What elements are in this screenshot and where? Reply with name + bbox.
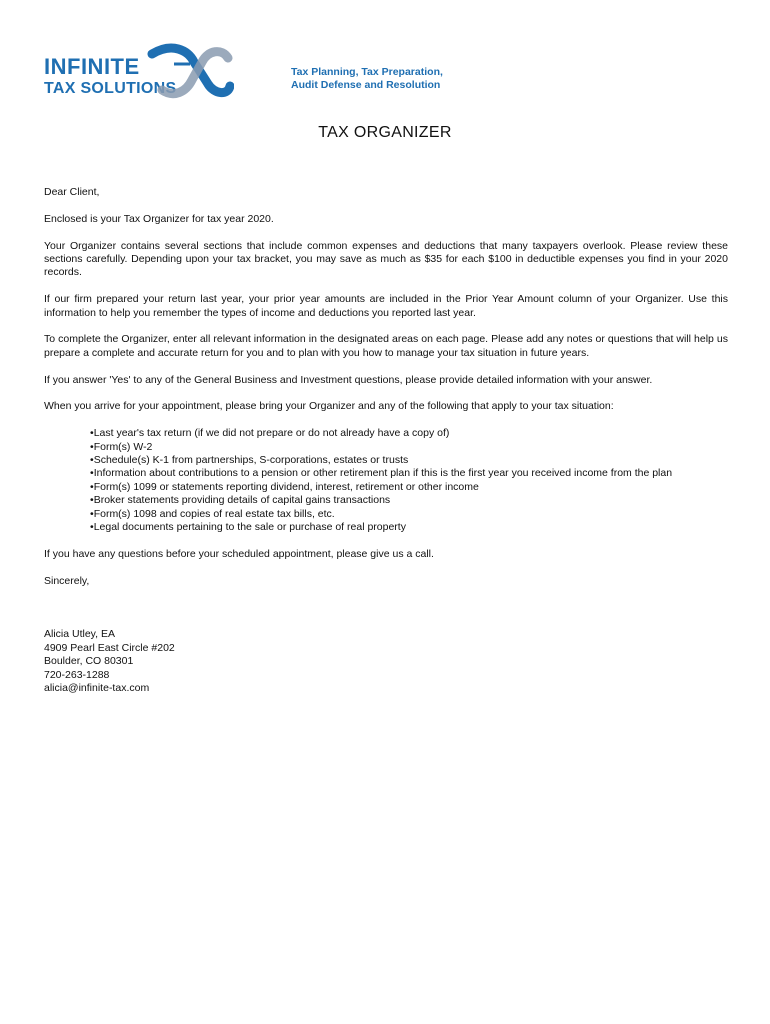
page-title: TAX ORGANIZER bbox=[318, 124, 452, 141]
list-item: • Last year's tax return (if we did not prepare or do not already have a copy of) bbox=[90, 427, 728, 440]
closing: Sincerely, bbox=[44, 574, 90, 587]
signer-address-2: Boulder, CO 80301 bbox=[44, 655, 134, 668]
paragraph-call: If you have any questions before your scheduled appointment, please give us a call. bbox=[44, 547, 434, 560]
list-item: • Legal documents pertaining to the sale or purchase of real property bbox=[90, 521, 728, 534]
list-item: • Form(s) 1099 or statements reporting dividend, interest, retirement or other income bbox=[90, 481, 728, 494]
paragraph-prior-year: If our firm prepared your return last year, your prior year amounts are included in the Prior Year Amount column of your Organizer. Use this information to help you remember the types of income and deductions you reported last year. bbox=[44, 293, 728, 319]
salutation: Dear Client, bbox=[44, 186, 100, 198]
list-item: • Schedule(s) K-1 from partnerships, S-corporations, estates or trusts bbox=[90, 454, 728, 467]
paragraph-sections: Your Organizer contains several sections that include common expenses and deductions that many taxpayers overlook. Please review these sections carefully. Depending upon your tax bracket, you may save as much as $35 for each $100 in deductible expenses you find in your 2020 records. bbox=[44, 239, 728, 279]
signature-block bbox=[44, 628, 728, 695]
logo-line-1: INFINITE bbox=[44, 54, 140, 79]
tagline-line-2: Audit Defense and Resolution bbox=[291, 79, 441, 91]
list-item: • Broker statements providing details of capital gains transactions bbox=[90, 494, 728, 507]
paragraph-questions: If you answer 'Yes' to any of the General Business and Investment questions, please provide detailed information with your answer. bbox=[44, 373, 653, 386]
signer-email: alicia@infinite-tax.com bbox=[44, 682, 150, 695]
signature-spacer bbox=[44, 601, 728, 628]
paragraph-complete: To complete the Organizer, enter all relevant information in the designated areas on each page. Please add any notes or questions that will help us prepare a complete and accurate return for you and to plan with you how to manage your tax situation in future years. bbox=[44, 333, 728, 359]
document-checklist bbox=[44, 427, 728, 534]
infinity-mark-icon bbox=[144, 40, 234, 104]
signer-name: Alicia Utley, EA bbox=[44, 628, 115, 641]
logo-line-2: TAX SOLUTIONS bbox=[44, 80, 177, 97]
list-item: • Form(s) W-2 bbox=[90, 441, 728, 454]
company-tagline bbox=[291, 66, 443, 92]
paragraph-appointment: When you arrive for your appointment, please bring your Organizer and any of the following that apply to your tax situation: bbox=[44, 400, 614, 413]
letter-body bbox=[44, 186, 728, 695]
list-item: • Information about contributions to a pension or other retirement plan if this is the first year you received income from the plan bbox=[90, 467, 728, 480]
signer-phone: 720-263-1288 bbox=[44, 668, 110, 681]
company-logo bbox=[44, 40, 234, 104]
paragraph-tax-year: Enclosed is your Tax Organizer for tax year 2020. bbox=[44, 212, 274, 225]
tagline-line-1: Tax Planning, Tax Preparation, bbox=[291, 66, 443, 78]
list-item: • Form(s) 1098 and copies of real estate tax bills, etc. bbox=[90, 508, 728, 521]
signer-address-1: 4909 Pearl East Circle #202 bbox=[44, 641, 175, 654]
